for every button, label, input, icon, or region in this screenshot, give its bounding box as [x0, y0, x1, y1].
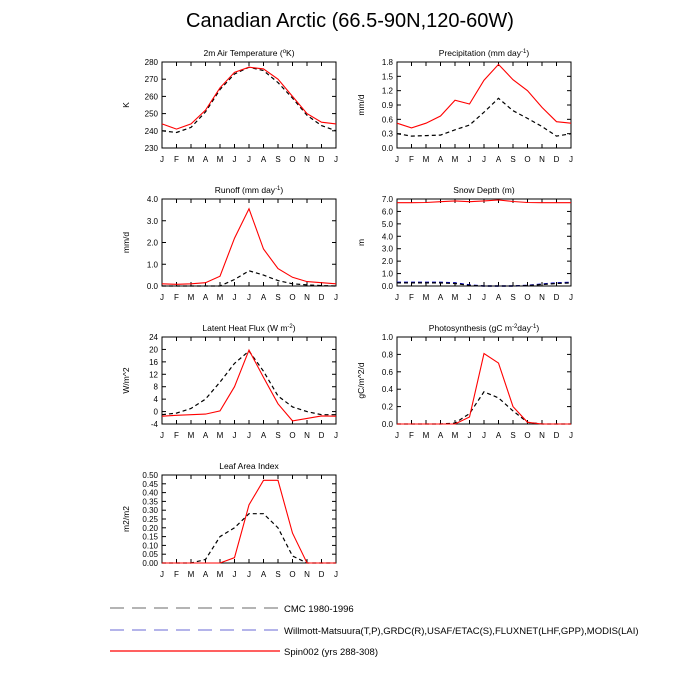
y-tick-label: 1.0 [146, 260, 158, 270]
x-tick-label: J [160, 293, 164, 302]
chart-title-tail2: ) [536, 323, 540, 333]
y-tick-label: 0.3 [381, 129, 393, 139]
y-tick-label: 16 [149, 357, 158, 367]
y-tick-label: 240 [144, 126, 158, 136]
chart-title-text: Runoff (mm day [214, 185, 276, 195]
chart-title-text: Snow Depth (m) [453, 185, 515, 195]
x-tick-label: N [304, 431, 310, 440]
x-tick-label: J [569, 155, 573, 164]
x-tick-label: J [334, 293, 338, 302]
x-tick-label: S [510, 431, 516, 440]
chart-title-text: Leaf Area Index [219, 461, 279, 471]
y-tick-label: 0.0 [146, 282, 158, 291]
x-tick-label: J [395, 431, 399, 440]
y-tick-label: 2.0 [146, 238, 158, 248]
chart-title-text: Photosynthesis (gC m [428, 323, 512, 333]
x-tick-label: A [260, 155, 267, 164]
x-tick-label: O [289, 293, 296, 302]
x-tick-label: A [202, 155, 209, 164]
y-tick-label: 1.2 [381, 86, 393, 96]
x-tick-label: A [260, 431, 267, 440]
x-tick-label: M [451, 293, 459, 302]
x-tick-label: D [553, 293, 560, 302]
y-axis-label: W/m^2 [121, 367, 131, 394]
x-tick-label: J [395, 293, 399, 302]
y-tick-label: 1.8 [381, 58, 393, 67]
x-tick-label: M [216, 570, 224, 579]
x-tick-label: J [247, 155, 251, 164]
x-tick-label: J [334, 431, 338, 440]
y-tick-label: 260 [144, 92, 158, 102]
y-tick-label: 0.20 [142, 523, 158, 533]
y-tick-label: 20 [149, 345, 158, 355]
x-tick-label: M [187, 155, 195, 164]
y-tick-label: 230 [144, 144, 158, 153]
y-tick-label: 0.25 [142, 515, 158, 524]
x-tick-label: M [187, 431, 195, 440]
legend-label-cmc: CMC 1980-1996 [284, 604, 354, 615]
y-tick-label: 0.0 [381, 420, 393, 429]
y-tick-label: 0.9 [381, 101, 393, 110]
chart-title-text: 2m Air Temperature ( [203, 48, 283, 58]
chart-title-tail: ) [280, 185, 284, 195]
x-tick-label: F [409, 431, 414, 440]
y-tick-label: 3.0 [146, 216, 158, 226]
x-tick-label: J [232, 570, 237, 579]
x-tick-label: N [539, 431, 545, 440]
chart-title-sup: -2 [287, 324, 293, 330]
x-tick-label: F [174, 431, 179, 440]
x-tick-label: F [174, 155, 179, 164]
x-tick-label: J [569, 293, 573, 302]
y-tick-label: 0.30 [142, 506, 158, 516]
x-tick-label: M [216, 155, 224, 164]
y-tick-label: 0.50 [142, 471, 158, 480]
legend-item-cmc [110, 604, 354, 615]
x-tick-label: J [467, 155, 472, 164]
y-tick-label: 1.0 [381, 333, 393, 342]
x-tick-label: O [289, 570, 296, 579]
x-tick-label: N [539, 293, 545, 302]
y-tick-label: 0.05 [142, 550, 158, 560]
y-axis-label: m [356, 238, 366, 247]
x-tick-label: J [395, 155, 399, 164]
chart-title-sup: -1 [521, 49, 527, 55]
x-tick-label: F [174, 293, 179, 302]
x-tick-label: J [334, 155, 338, 164]
y-tick-label: 24 [149, 333, 158, 342]
y-tick-label: 7.0 [381, 195, 393, 204]
x-tick-label: S [275, 431, 281, 440]
x-tick-label: M [216, 431, 224, 440]
x-tick-label: A [437, 155, 444, 164]
y-tick-label: 0.35 [142, 497, 158, 507]
x-tick-label: A [202, 431, 209, 440]
y-tick-label: 280 [144, 58, 158, 67]
y-tick-label: 1.5 [381, 72, 393, 82]
chart-title-tail: K) [286, 48, 295, 58]
x-tick-label: D [318, 293, 325, 302]
y-tick-label: 0.6 [381, 115, 393, 125]
x-tick-label: A [437, 293, 444, 302]
y-tick-label: 0.0 [381, 144, 393, 153]
x-tick-label: J [247, 570, 251, 579]
x-tick-label: J [160, 431, 164, 440]
x-tick-label: N [539, 155, 545, 164]
chart-title-sup: -2 [511, 324, 518, 330]
y-tick-label: 0.6 [381, 367, 393, 377]
x-tick-label: A [202, 570, 209, 579]
x-tick-label: D [318, 431, 325, 440]
x-tick-label: J [482, 431, 486, 440]
x-tick-label: M [422, 155, 430, 164]
x-tick-label: D [553, 431, 560, 440]
y-tick-label: 0.45 [142, 479, 158, 489]
y-tick-label: 0.2 [381, 402, 393, 412]
y-tick-label: 0.4 [381, 385, 393, 395]
x-tick-label: A [495, 155, 502, 164]
y-tick-label: 0.10 [142, 541, 158, 551]
x-tick-label: N [304, 155, 310, 164]
x-tick-label: N [304, 293, 310, 302]
x-tick-label: J [467, 293, 472, 302]
chart-title-text: Latent Heat Flux (W m [202, 323, 288, 333]
x-tick-label: M [187, 293, 195, 302]
x-tick-label: J [160, 570, 164, 579]
chart-title-text: Precipitation (mm day [438, 48, 522, 58]
y-tick-label: 4.0 [146, 195, 158, 204]
y-tick-label: 270 [144, 75, 158, 85]
x-tick-label: A [495, 293, 502, 302]
x-tick-label: J [482, 155, 486, 164]
figure-title: Canadian Arctic (66.5-90N,120-60W) [186, 10, 514, 32]
x-tick-label: O [289, 431, 296, 440]
y-tick-label: -4 [150, 420, 158, 429]
x-tick-label: S [275, 155, 281, 164]
x-tick-label: D [553, 155, 560, 164]
x-tick-label: S [510, 155, 516, 164]
x-tick-label: F [174, 570, 179, 579]
x-tick-label: J [232, 293, 237, 302]
x-tick-label: M [451, 155, 459, 164]
y-tick-label: 6.0 [381, 207, 393, 217]
y-tick-label: 0.8 [381, 350, 393, 360]
x-tick-label: J [232, 155, 237, 164]
y-tick-label: 1.0 [381, 269, 393, 279]
x-tick-label: O [524, 155, 531, 164]
y-tick-label: 12 [149, 370, 158, 380]
y-tick-label: 4.0 [381, 232, 393, 242]
x-tick-label: M [422, 293, 430, 302]
y-tick-label: 5.0 [381, 219, 393, 229]
x-tick-label: S [275, 293, 281, 302]
chart-title-tail: ) [292, 323, 296, 333]
y-tick-label: 0.15 [142, 532, 158, 542]
x-tick-label: J [247, 431, 251, 440]
x-tick-label: M [216, 293, 224, 302]
y-axis-label: K [121, 102, 131, 108]
x-tick-label: D [318, 155, 325, 164]
chart-title-tail: ) [526, 48, 530, 58]
x-tick-label: J [569, 431, 573, 440]
chart-title-sup: o [282, 49, 287, 55]
y-axis-label: mm/d [356, 94, 366, 116]
legend-label-model: Spin002 (yrs 288-308) [284, 647, 378, 658]
y-tick-label: 0.40 [142, 488, 158, 498]
x-tick-label: O [524, 293, 531, 302]
x-tick-label: S [275, 570, 281, 579]
x-tick-label: N [304, 570, 310, 579]
x-tick-label: D [318, 570, 325, 579]
x-tick-label: J [160, 155, 164, 164]
x-tick-label: J [334, 570, 338, 579]
chart-title-tail: day [517, 323, 532, 333]
chart-title-sup2: -1 [531, 324, 537, 330]
x-tick-label: F [409, 293, 414, 302]
x-tick-label: M [187, 570, 195, 579]
x-tick-label: O [289, 155, 296, 164]
y-axis-label: m2/m2 [121, 506, 131, 532]
x-tick-label: J [467, 431, 472, 440]
y-tick-label: 0.0 [381, 282, 393, 291]
x-tick-label: A [260, 570, 267, 579]
x-tick-label: A [437, 431, 444, 440]
y-tick-label: 8 [153, 382, 158, 392]
y-tick-label: 2.0 [381, 257, 393, 267]
legend-label-obs: Willmott-Matsuura(T,P),GRDC(R),USAF/ETAC(S),FLUXNET(LHF,GPP),MODIS(LAI) [284, 626, 639, 637]
x-tick-label: J [482, 293, 486, 302]
y-tick-label: 0 [153, 407, 158, 417]
x-tick-label: A [495, 431, 502, 440]
x-tick-label: O [524, 431, 531, 440]
y-tick-label: 3.0 [381, 244, 393, 254]
x-tick-label: S [510, 293, 516, 302]
y-tick-label: 0.00 [142, 559, 158, 568]
x-tick-label: J [247, 293, 251, 302]
y-axis-label: mm/d [121, 231, 131, 254]
legend-item-model [110, 647, 378, 658]
x-tick-label: M [451, 431, 459, 440]
x-tick-label: F [409, 155, 414, 164]
y-tick-label: 4 [153, 395, 158, 405]
x-tick-label: M [422, 431, 430, 440]
x-tick-label: A [202, 293, 209, 302]
legend-item-obs [110, 626, 639, 637]
chart-title-sup: -1 [275, 186, 281, 192]
x-tick-label: J [232, 431, 237, 440]
x-tick-label: A [260, 293, 267, 302]
y-tick-label: 250 [144, 109, 158, 119]
y-axis-label: gC/m^2/d [356, 362, 366, 399]
